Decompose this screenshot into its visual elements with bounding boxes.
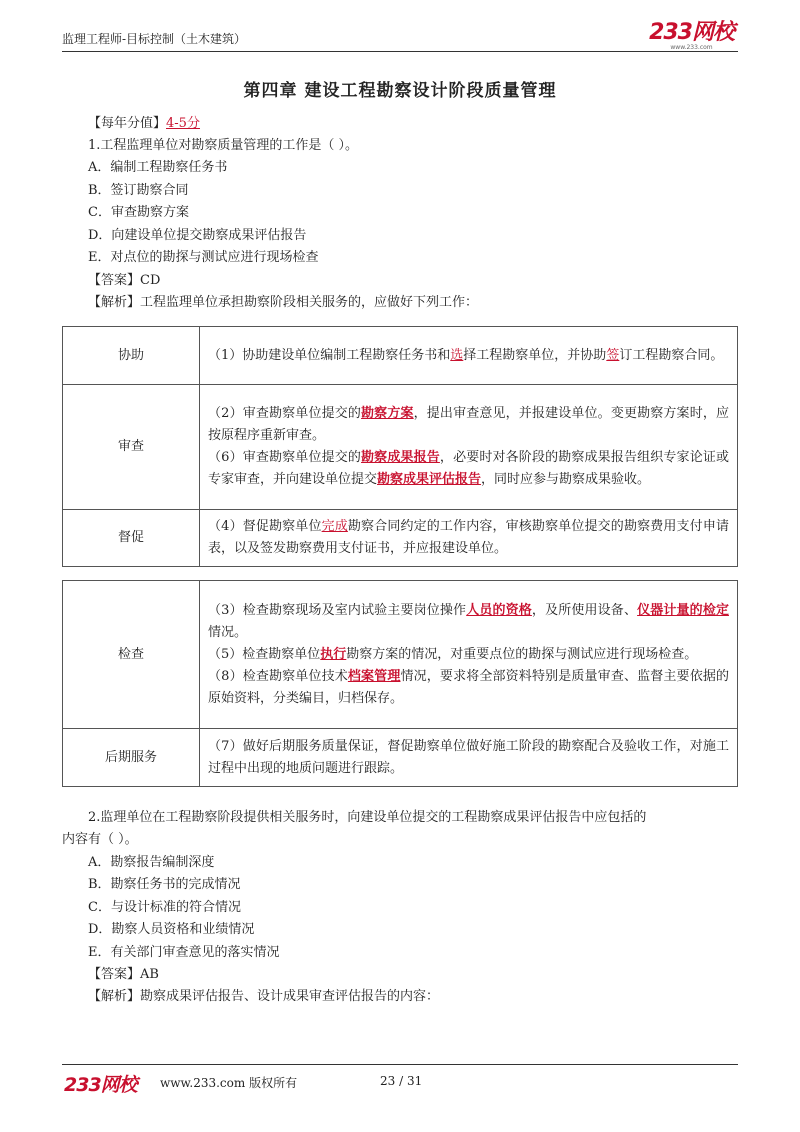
plain-text: 择工程勘察单位，并协助 bbox=[463, 347, 607, 363]
footer-logo: 233网校 bbox=[64, 1074, 137, 1096]
plain-text: （1）协助建设单位编制工程勘察任务书和 bbox=[208, 347, 451, 363]
row-description bbox=[200, 327, 738, 385]
analysis-text: 勘察成果评估报告、设计成果审查评估报告的内容： bbox=[140, 989, 440, 1004]
plain-text: ，必要时对各阶段的勘察成果报告组织专家论证或专家审查，并向建设单位提交 bbox=[208, 450, 729, 487]
analysis-label: 【解析】 bbox=[88, 295, 141, 310]
q1-option-a: A．编制工程勘察任务书 bbox=[88, 160, 228, 175]
answer-value: AB bbox=[140, 967, 159, 982]
emphasis-text: 档案管理 bbox=[347, 668, 401, 684]
description-item bbox=[208, 600, 729, 644]
duty-table-1 bbox=[62, 326, 738, 567]
plain-text: 勘察合同约定的工作内容，审核勘察单位提交的勘察费用支付申请表，以及签发勘察费用支付证书，并应报建设单位。 bbox=[208, 519, 729, 556]
emphasis-text: 人员的资格 bbox=[466, 602, 532, 618]
footer-divider bbox=[62, 1064, 738, 1065]
emphasis-text: 完成 bbox=[321, 519, 348, 534]
q2-answer bbox=[88, 965, 159, 985]
plain-text: （7）做好后期服务质量保证，督促勘察单位做好施工阶段的勘察配合及验收工作，对施工过程中出现的地质问题进行跟踪。 bbox=[208, 738, 729, 776]
plain-text: 订工程勘察合同。 bbox=[619, 347, 724, 363]
plain-text: （3）检查勘察现场及室内试验主要岗位操作 bbox=[208, 602, 467, 618]
row-description bbox=[200, 385, 738, 510]
emphasis-text: 执行 bbox=[320, 646, 347, 662]
header-title: 监理工程师-目标控制（土木建筑） bbox=[62, 32, 247, 46]
q1-analysis bbox=[88, 293, 478, 313]
description-item bbox=[208, 403, 729, 447]
q1-answer bbox=[88, 271, 160, 291]
emphasis-text: 勘察方案 bbox=[361, 406, 414, 421]
plain-text: （5）检查勘察单位 bbox=[208, 646, 321, 662]
plain-text: 勘察方案的情况，对重要点位的勘探与测试应进行现场检查。 bbox=[346, 646, 698, 662]
score-label: 【每年分值】 bbox=[88, 116, 167, 131]
table-row bbox=[63, 510, 738, 567]
emphasis-text: 勘察成果评估报告 bbox=[377, 472, 482, 487]
row-category: 检查 bbox=[63, 581, 200, 729]
page-header bbox=[62, 20, 738, 52]
row-description bbox=[200, 510, 738, 567]
description-item bbox=[208, 345, 729, 367]
analysis-text: 工程监理单位承担勘察阶段相关服务的，应做好下列工作： bbox=[140, 295, 479, 310]
plain-text: 情况，要求将全部资料特别是质量审查、监督主要依据的原始资料，分类编目，归档保存。 bbox=[208, 668, 729, 706]
duty-table-2 bbox=[62, 580, 738, 787]
row-category: 后期服务 bbox=[63, 729, 200, 787]
analysis-label: 【解析】 bbox=[88, 989, 141, 1004]
page-footer bbox=[62, 1064, 738, 1094]
plain-text: ，同时应参与勘察成果验收。 bbox=[481, 472, 651, 487]
q2-analysis bbox=[88, 987, 439, 1007]
plain-text: ，及所使用设备、 bbox=[531, 602, 638, 618]
footer-copyright: www.233.com 版权所有 bbox=[160, 1076, 298, 1090]
chapter-title: 第四章 建设工程勘察设计阶段质量管理 bbox=[243, 81, 557, 101]
emphasis-text: 仪器计量的检定 bbox=[637, 602, 729, 618]
q2-option-c: C．与设计标准的符合情况 bbox=[88, 900, 241, 915]
q2-option-d: D．勘察人员资格和业绩情况 bbox=[88, 922, 255, 937]
q2-stem-line2: 内容有（ ）。 bbox=[62, 832, 138, 847]
q2-option-b: B．勘察任务书的完成情况 bbox=[88, 877, 241, 892]
q2-stem-line1: 2.监理单位在工程勘察阶段提供相关服务时，向建设单位提交的工程勘察成果评估报告中应包括的 bbox=[88, 810, 647, 825]
table-row bbox=[63, 729, 738, 787]
plain-text: （8）检查勘察单位技术 bbox=[208, 668, 348, 684]
q1-option-d: D．向建设单位提交勘察成果评估报告 bbox=[88, 228, 307, 243]
brand-logo bbox=[649, 22, 734, 51]
plain-text: 情况。 bbox=[208, 624, 248, 640]
row-description bbox=[200, 729, 738, 787]
score-line bbox=[88, 114, 200, 134]
table-row bbox=[63, 327, 738, 385]
emphasis-text: 勘察成果报告 bbox=[361, 450, 440, 465]
q1-option-c: C．审查勘察方案 bbox=[88, 205, 189, 220]
q1-option-e: E．对点位的勘探与测试应进行现场检查 bbox=[88, 250, 319, 265]
description-item bbox=[208, 516, 729, 560]
row-description bbox=[200, 581, 738, 729]
description-item bbox=[208, 644, 729, 666]
page-number: 23 / 31 bbox=[380, 1074, 423, 1088]
description-item bbox=[208, 447, 729, 491]
plain-text: （4）督促勘察单位 bbox=[208, 519, 322, 534]
plain-text: （6）审查勘察单位提交的 bbox=[208, 450, 362, 465]
plain-text: （2）审查勘察单位提交的 bbox=[208, 406, 362, 421]
answer-label: 【答案】 bbox=[88, 273, 141, 288]
row-category: 督促 bbox=[63, 510, 200, 567]
q2-option-a: A．勘察报告编制深度 bbox=[88, 855, 215, 870]
emphasis-text: 签 bbox=[606, 347, 620, 363]
description-item bbox=[208, 736, 729, 780]
logo-url: www.233.com bbox=[670, 44, 713, 51]
row-category: 审查 bbox=[63, 385, 200, 510]
description-item bbox=[208, 666, 729, 710]
answer-label: 【答案】 bbox=[88, 967, 141, 982]
answer-value: CD bbox=[140, 273, 161, 288]
q1-option-b: B．签订勘察合同 bbox=[88, 183, 189, 198]
q1-stem: 1.工程监理单位对勘察质量管理的工作是（ ）。 bbox=[88, 138, 359, 153]
emphasis-text: 选 bbox=[450, 347, 464, 363]
table-row bbox=[63, 385, 738, 510]
q2-option-e: E．有关部门审查意见的落实情况 bbox=[88, 945, 280, 960]
row-category: 协助 bbox=[63, 327, 200, 385]
table-row bbox=[63, 581, 738, 729]
plain-text: ，提出审查意见，并报建设单位。变更勘察方案时，应按原程序重新审查。 bbox=[208, 406, 729, 443]
header-divider bbox=[62, 51, 738, 52]
score-value: 4-5分 bbox=[166, 116, 200, 131]
logo-text: 233网校 bbox=[649, 20, 734, 45]
